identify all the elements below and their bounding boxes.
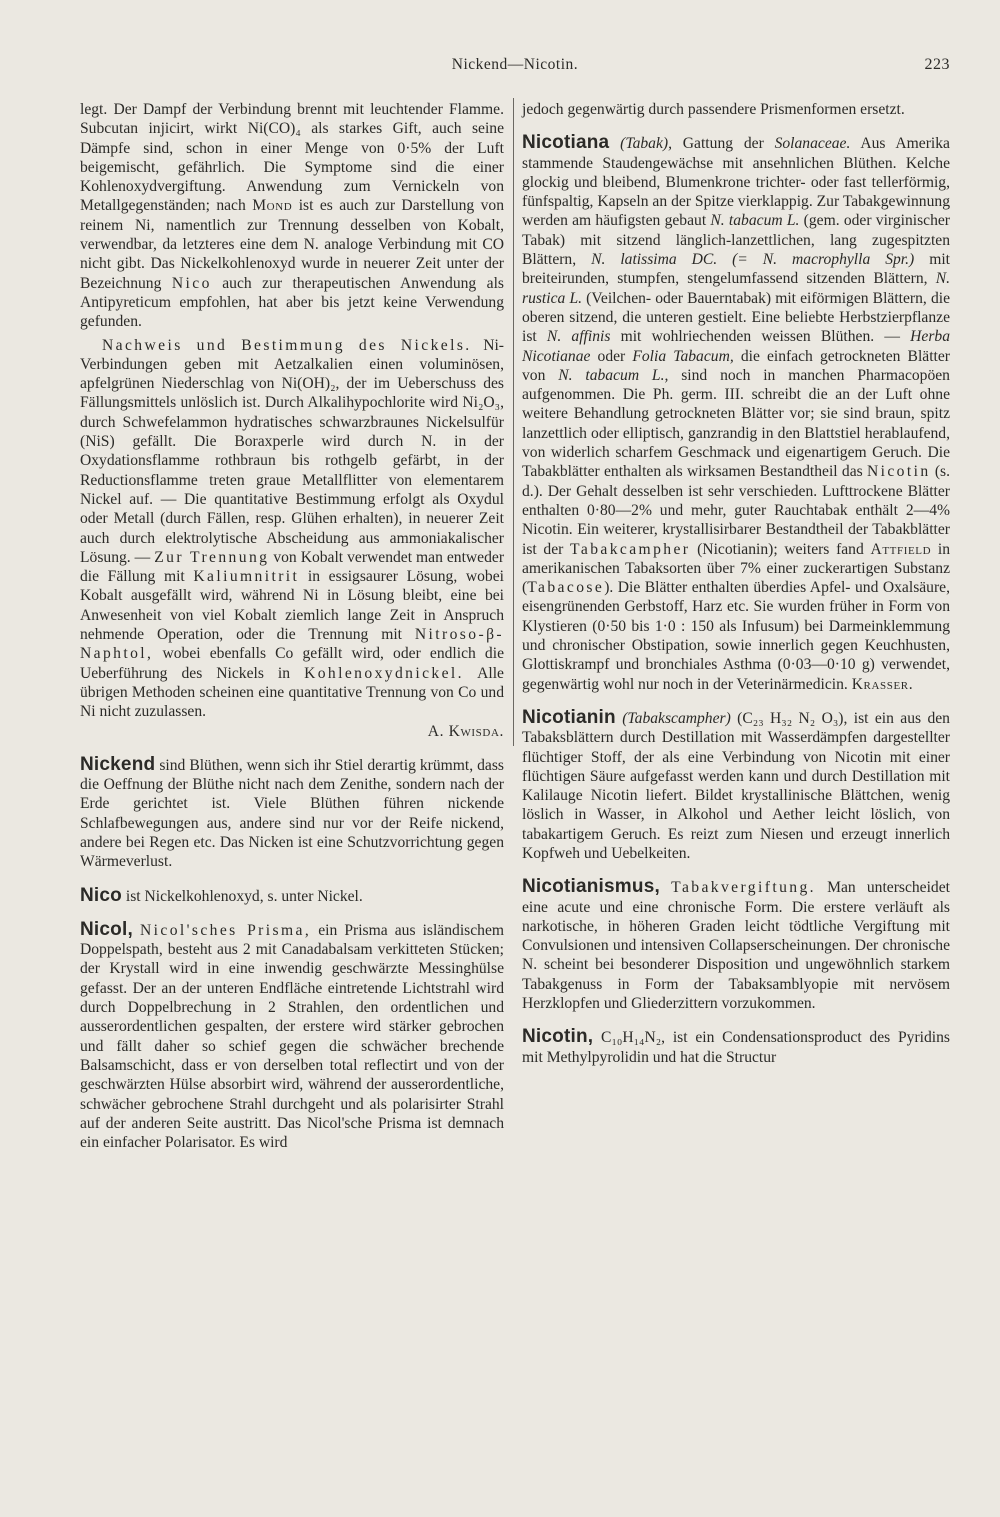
section-heading: Nachweis und Bestimmung des Nickels. bbox=[102, 336, 472, 354]
italic-term: Folia Tabacum, bbox=[632, 347, 734, 365]
spaced-term: Nicotin bbox=[866, 463, 931, 481]
entry-nico bbox=[80, 886, 504, 906]
text-segment: Alle übrigen Methoden scheinen eine quantitative Trennung von Co und Ni nicht zuzulassen. bbox=[80, 664, 504, 721]
spaced-term: Zur Trennung bbox=[154, 548, 270, 566]
text-segment: legt. Der Dampf der Verbindung brennt mit leuchtender Flamme. Subcutan injicirt, wirkt Ni(CO)₄ als starkes Gift, auch seine Dämpfe sind, schon in einer Menge von 0·5% der Luft beigemischt, gefährlich. Die Symptome sind die einer Kohlenoxydvergiftung. Anwendung zum Vernickeln von Metallgegenständen; nach bbox=[80, 101, 504, 215]
column-divider bbox=[513, 98, 514, 746]
entry-text: Man unterscheidet eine acute und eine chronische Form. Die erstere verläuft als narkotische, in höheren Graden leicht tödtliche Vergiftung mit Convulsionen und intensiven Collapserscheinungen. Der chronische N. scheint bei besonderer Disposition und ungewöhnlich starkem Tabakgenuss in Form der Tabaksamblyopie mit nervösem Herzklopfen und Gliederzittern vorzukommen. bbox=[522, 879, 950, 1013]
text-segment: von Kobalt verwendet man entweder die Fällung mit bbox=[80, 548, 505, 586]
author-signature bbox=[80, 722, 504, 741]
text-segment: in amerikanischen Tabaksorten über 7% einer zuckerartigen Substanz ( bbox=[522, 540, 950, 597]
spaced-term: Kohlenoxydnickel. bbox=[304, 664, 464, 682]
italic-term: N. rustica L. bbox=[522, 270, 950, 307]
text-segment: ). Die Blätter enthalten überdies Apfel- und Oxalsäure, eisengrünenden Gerbstoff, Harz etc. Sie wurden früher in Form von Klystieren (0·50 bis 1·0 : 150 als Infusum) bei Darmeinklemmung und chronischer Obstipation, sowie innerlich gegen Keuchhusten, Glottiskrampf und bronchiales Asthma (0·03—0·10 g) verwendet, gegenwärtig wohl nur noch in der Veterinärmedicin. bbox=[522, 579, 950, 693]
text-segment: wobei ebenfalls Co gefällt wird, oder endlich die Ueberführung des Nickels in bbox=[80, 645, 504, 682]
page-number: 223 bbox=[924, 56, 950, 73]
entry-text: sind Blüthen, wenn sich ihr Stiel derartig krümmt, dass die Oeffnung der Blüthe nicht nach dem Zenithe, sondern nach der Erde gerichtet ist. Viele Blüthen führen nickende Schlafbewegungen aus, andere sind nur vor der Reife nickend, andere bei Regen etc. Das Nicken ist eine Schutzvorrichtung gegen Wärmeverlust. bbox=[80, 756, 504, 871]
spaced-term: Tabacose bbox=[527, 579, 605, 597]
entry-nicotianin bbox=[522, 708, 950, 863]
author-name: Mond bbox=[252, 197, 293, 215]
nicol-continuation: jedoch gegenwärtig durch passendere Prismenformen ersetzt. bbox=[522, 101, 905, 118]
text-segment: mit breiteirunden, stumpfen, stengelumfassend sitzenden Blättern, bbox=[522, 251, 950, 288]
entry-nicotianismus bbox=[522, 877, 950, 1013]
italic-term: N. latissima DC. (= N. macrophylla Spr.) bbox=[591, 251, 915, 269]
running-title: Nickend—Nicotin. bbox=[451, 56, 579, 73]
nickel-continuation bbox=[80, 100, 504, 332]
text-segment: Aus Amerika stammende Staudengewächse mit ansehnlichen Blüthen. Kelche glockig und bleibend, Blumenkrone trichter- oder fast tellerförmig, fünfspaltig, Kapseln an der Spitze vierklappig. Zur Tabakgewinnung werden am häufigsten gebaut bbox=[522, 135, 950, 230]
italic-term: Solanaceae. bbox=[774, 135, 851, 153]
italic-term: (Tabakscampher) bbox=[622, 709, 731, 727]
text-segment: mit wohlriechenden weissen Blüthen. — bbox=[620, 328, 900, 346]
page-header bbox=[80, 56, 950, 82]
entry-text: ist Nickelkohlenoxyd, s. unter Nickel. bbox=[125, 887, 363, 905]
italic-term: Herba Nicotianae bbox=[522, 328, 950, 365]
text-segment: Ni-Verbindungen geben mit Aetzalkalien einen voluminösen, apfelgrünen Niederschlag von Ni(OH)₂, der im Ueberschuss des Fällungsmittels unlöslich ist. Durch Alkalihypochlorite wird Ni₂O₃, durch Schwefelammon hydratisches schwarzbraunes Nickelsulfür (NiS) gefällt. Die Boraxperle wird durch N. in der Oxydationsflamme rothbraun bis rothgelb gefärbt, in der Reductionsflamme treten graue Metallflitter von elementarem Nickel auf. — Die quantitative Bestimmung erfolgt als Oxydul oder Metall (durch Fällen, resp. Glühen erhalten), in neuerer Zeit auch durch elektrolytische Abscheidung aus ammoniakalischer Lösung. — bbox=[80, 336, 504, 566]
italic-term: N. tabacum L., bbox=[558, 366, 669, 384]
entry-nickend bbox=[80, 755, 504, 872]
author-name: Attfield bbox=[870, 540, 932, 558]
entry-headword: Nicotianin bbox=[522, 706, 616, 728]
nachweis-paragraph bbox=[80, 336, 504, 722]
italic-term: N. tabacum L. bbox=[710, 212, 800, 230]
spaced-term: Nico bbox=[171, 274, 212, 292]
text-segment: (gem. oder virginischer Tabak) mit sitzend länglich-lanzettlichen, lang zugespitzten Blättern, bbox=[522, 212, 950, 269]
spaced-term: Kaliumnitrit bbox=[193, 568, 300, 586]
spaced-term: Tabakvergiftung. bbox=[671, 879, 816, 897]
spaced-term: Nitroso-β-Naphtol, bbox=[80, 626, 504, 663]
entry-nicotin bbox=[522, 1027, 950, 1067]
text-segment: (Nicotianin); weiters fand bbox=[697, 540, 864, 558]
chemical-formula: (C₂₃ H₃₂ N₂ O₃), bbox=[737, 709, 848, 727]
entry-headword: Nickend bbox=[80, 753, 156, 775]
text-segment: (Veilchen- oder Bauerntabak) mit eiförmigen Blättern, die oberen sitzend, die unteren gestielt. Eine beliebte Herbstzierpflanze ist bbox=[522, 289, 950, 346]
text-segment: ist es auch zur Darstellung von reinem Ni, namentlich zur Trennung desselben von Kobalt, verwendbar, da letzteres eine dem N. analoge Verbindung mit CO nicht gibt. Das Nickelkohlenoxyd wurde in neuerer Zeit unter der Bezeichnung bbox=[80, 197, 504, 292]
text-segment: sind noch in manchen Pharmacopöen aufgenommen. Die Ph. germ. III. schreibt die an der Luft ohne weitere Behandlung getrockneten Blätter vor; sie sind braun, spitz lanzettlich oder elliptisch, ganzrandig in den Blattstiel herablaufend, von widerlich scharfem Geschmack und eigenartigem Geruch. Die Tabakblätter enthalten als wirksamen Bestandtheil das bbox=[522, 366, 950, 481]
text-segment: in essigsaurer Lösung, wobei Kobalt ausgefällt wird, während Ni in Lösung bleibt, eine bei Anwesenheit von viel Kobalt ziemlich lange Zeit in Anspruch nehmende Operation, oder die Trennung mit bbox=[80, 568, 504, 644]
entry-text: ist ein Condensationsproduct des Pyridins mit Methylpyrolidin und hat die Structur bbox=[522, 1029, 950, 1066]
entry-nicotiana bbox=[522, 133, 950, 694]
entry-nicol bbox=[80, 920, 504, 1153]
entry-headword: Nico bbox=[80, 884, 122, 906]
italic-term: N. affinis bbox=[546, 328, 611, 346]
text-segment: die einfach getrockneten Blätter von bbox=[522, 347, 950, 384]
text-segment: auch zur therapeutischen Anwendung als Antipyreticum empfohlen, hat aber bis jetzt keine Verwendung gefunden. bbox=[80, 274, 504, 331]
italic-term: (Tabak), bbox=[620, 135, 672, 153]
entry-headword: Nicotin, bbox=[522, 1026, 594, 1048]
text-segment: oder bbox=[597, 347, 626, 365]
entry-text: ein Prisma aus isländischem Doppelspath, besteht aus 2 mit Canadabalsam verkitteten Stücken; der Krystall wird in eine inwendig geschwärzte Messinghülse gefasst. Der an der unteren Endfläche eintretende Lichtstrahl wird durch Doppelbrechung in 2 Strahlen, den ordentlichen und ausserordentlichen gespalten, der erstere wird stärker gebrochen und fällt daher so schief gegen die schwächer brechende Balsamschicht, dass er von derselben total reflectirt und von der geschwärzten Hülse absorbirt wird, während der ausserordentliche, schwächer gebrochene Strahl durchgeht und als polarisirter Strahl auf der anderen Seite austritt. Das Nicol'sche Prisma ist demnach ein einfacher Polarisator. Es wird bbox=[80, 921, 504, 1152]
chemical-formula: C₁₀H₁₄N₂, bbox=[601, 1029, 666, 1047]
entry-headword: Nicotianismus, bbox=[522, 876, 660, 898]
entry-text: ist ein aus den Tabaksblättern durch Destillation mit Wasserdämpfen dargestellter flüchtiger Stoff, der als eine Verbindung von Nicotin mit einer flüchtigen Säure aufgefasst werden kann und durch Destillation mit Kalilauge Nicotin liefert. Bildet krystallinische Blättchen, wenig löslich in Wasser, in Alkohol und Aether leicht löslich, von tabakartigem Geruch. Es reizt zum Niesen und erzeugt innerlich Kopfweh und Uebelkeiten. bbox=[522, 709, 950, 862]
right-column bbox=[522, 100, 950, 1067]
entry-headword: Nicol, bbox=[80, 918, 133, 940]
left-column bbox=[80, 100, 504, 1152]
spaced-term: Tabakcampher bbox=[570, 540, 691, 558]
spaced-term: Nicol'sches Prisma, bbox=[140, 921, 312, 939]
author-name: Krasser. bbox=[851, 675, 914, 693]
text-segment: (s. d.). Der Gehalt desselben ist sehr verschieden. Lufttrockene Blätter enthalten 0·80—2% und mehr, guter Rauchtabak enthält 2—4% Nicotin. Ein weiterer, krystallisirbarer Bestandtheil der Tabakblätter ist der bbox=[522, 463, 950, 558]
entry-headword: Nicotiana bbox=[522, 132, 610, 154]
text-segment: Gattung der bbox=[682, 135, 764, 153]
author-name: A. Kwisda. bbox=[427, 722, 504, 740]
